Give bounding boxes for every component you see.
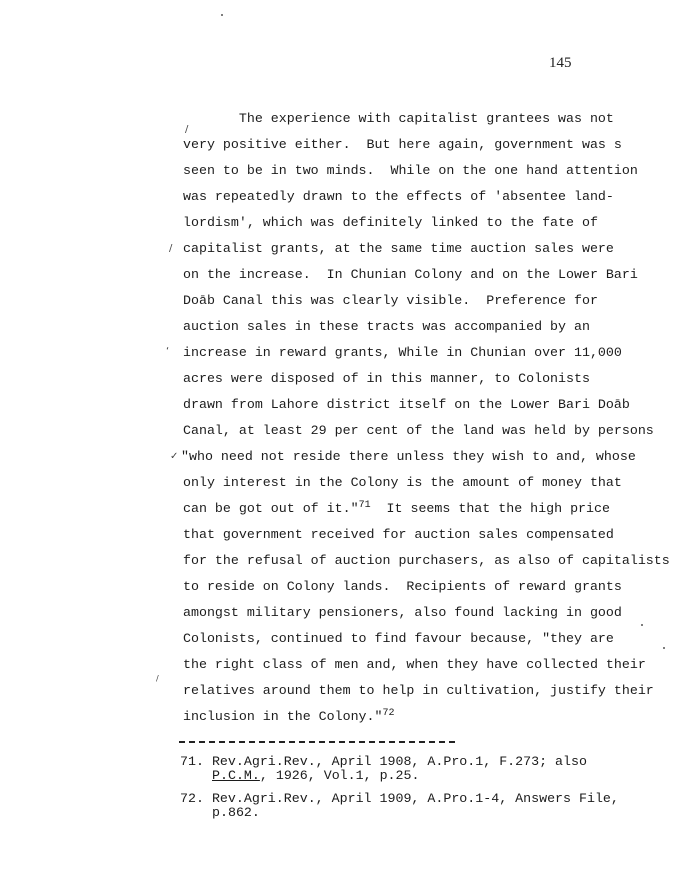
text-line: very positive either. But here again, government was s (183, 137, 622, 152)
footnote-number: 72. (180, 791, 204, 806)
footnote-text: Rev.Agri.Rev., April 1909, A.Pro.1-4, Answers File, (211, 791, 619, 806)
footnote-text: , 1926, Vol.1, p.25. (259, 768, 420, 783)
text-line: drawn from Lahore district itself on the Lower Bari Doāb (183, 397, 630, 412)
text-line: Canal, at least 29 per cent of the land was held by persons (183, 423, 654, 438)
quote-continuation: It seems that the high price (370, 501, 610, 516)
text-line: increase in reward grants, While in Chunian over 11,000 (183, 345, 622, 360)
margin-tick-mark: ‘ (166, 346, 170, 357)
text-line: the right class of men and, when they have collected their (183, 657, 646, 672)
scan-speck (221, 14, 223, 16)
text-line-with-footnote-71 (183, 501, 610, 517)
text-line: auction sales in these tracts was accompanied by an (183, 319, 590, 334)
text-line: Colonists, continued to find favour because, "they are (183, 631, 614, 646)
quote-text: inclusion in the Colony." (183, 709, 383, 724)
text-line: only interest in the Colony is the amount of money that (183, 475, 622, 490)
quote-text: can be got out of it." (183, 501, 359, 516)
text-line: Doāb Canal this was clearly visible. Preference for (183, 293, 598, 308)
footnote-number: 71. (180, 754, 204, 769)
text-line-with-footnote-72 (183, 709, 395, 725)
text-line: for the refusal of auction purchasers, as also of capitalists (183, 553, 670, 568)
footnote-separator (179, 741, 455, 743)
footnote-text: Rev.Agri.Rev., April 1908, A.Pro.1, F.273; also (211, 754, 587, 769)
footnote-ref-72: 72 (382, 708, 395, 719)
text-line: seen to be in two minds. While on the one hand attention (183, 163, 638, 178)
scan-speck (641, 624, 643, 626)
footnote-source-underlined: P.C.M. (212, 768, 260, 783)
text-line: The experience with capitalist grantees was not (183, 111, 614, 126)
page-number: 145 (549, 55, 572, 71)
margin-check-mark: ✓ (170, 451, 179, 462)
footnote-71 (180, 754, 587, 769)
margin-tick-mark: / (185, 124, 189, 135)
text-line: amongst military pensioners, also found lacking in good (183, 605, 622, 620)
margin-tick-mark: / (169, 243, 173, 254)
text-line: acres were disposed of in this manner, to Colonists (183, 371, 590, 386)
text-line: "who need not reside there unless they wish to and, whose (181, 449, 636, 464)
text-line: relatives around them to help in cultivation, justify their (183, 683, 654, 698)
footnote-72-line2: p.862. (212, 805, 260, 820)
footnote-72 (180, 791, 619, 806)
text-line: was repeatedly drawn to the effects of 'absentee land- (183, 189, 614, 204)
text-line: capitalist grants, at the same time auction sales were (183, 241, 614, 256)
margin-tick-mark: / (156, 674, 159, 683)
scan-speck (663, 647, 665, 649)
text-line: on the increase. In Chunian Colony and on the Lower Bari (183, 267, 638, 282)
text-line: lordism', which was definitely linked to the fate of (183, 215, 598, 230)
text-line: to reside on Colony lands. Recipients of reward grants (183, 579, 622, 594)
footnote-71-line2 (212, 768, 419, 783)
footnote-ref-71: 71 (358, 500, 371, 511)
text-line: that government received for auction sales compensated (183, 527, 614, 542)
